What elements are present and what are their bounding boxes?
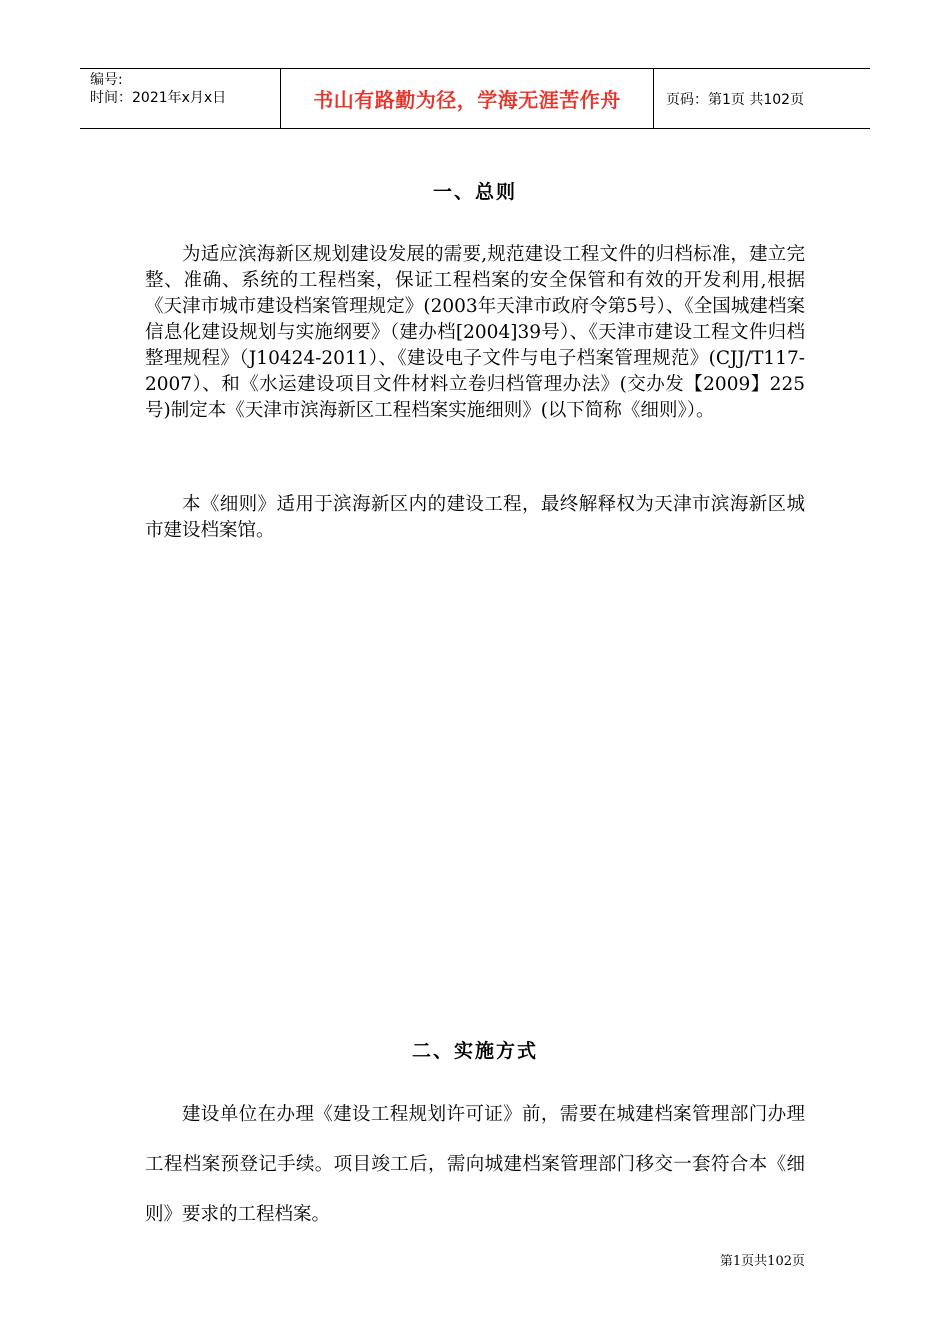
section-implementation-paragraph-1: 建设单位在办理《建设工程规划许可证》前，需要在城建档案管理部门办理工程档案预登记手续。项目竣工后，需向城建档案管理部门移交一套符合本《细则》要求的工程档案。 — [145, 1104, 805, 1225]
section-general-paragraph-2: 本《细则》适用于滨海新区内的建设工程，最终解释权为天津市滨海新区城市建设档案馆。 — [145, 494, 805, 541]
header-page-label: 页码：第1页 共102页 — [666, 91, 805, 108]
document-number-label: 编号: — [90, 72, 123, 88]
section-title-implementation: 二、实施方式 — [411, 1040, 538, 1062]
header-page-cell — [654, 69, 870, 128]
page-header — [80, 68, 870, 129]
document-time-label: 时间：2021年x月x日 — [90, 90, 227, 106]
section-general-paragraph-1: 为适应滨海新区规划建设发展的需要,规范建设工程文件的归档标准，建立完整、准确、系统的工程档案，保证工程档案的安全保管和有效的开发利用,根据《天津市城市建设档案管理规定》(2003年天津市政府令第5号）、《全国城建档案信息化建设规划与实施纲要》（建办档[2004]39号）、《天津市建设工程文件归档整理规程》（J10424-2011）、《建设电子文件与电子档案管理规范》(CJJ/T117-2007）、和《水运建设项目文件材料立卷归档管理办法》(交办发【2009】225号)制定本《天津市滨海新区工程档案实施细则》(以下简称《细则》）。 — [145, 244, 805, 421]
page-footer: 第1页共102页 — [719, 1254, 805, 1269]
header-motto: 书山有路勤为径，学海无涯苦作舟 — [313, 88, 621, 112]
section-title-general: 一、总则 — [432, 181, 517, 203]
header-motto-cell — [281, 69, 654, 128]
header-meta-cell — [80, 69, 281, 128]
